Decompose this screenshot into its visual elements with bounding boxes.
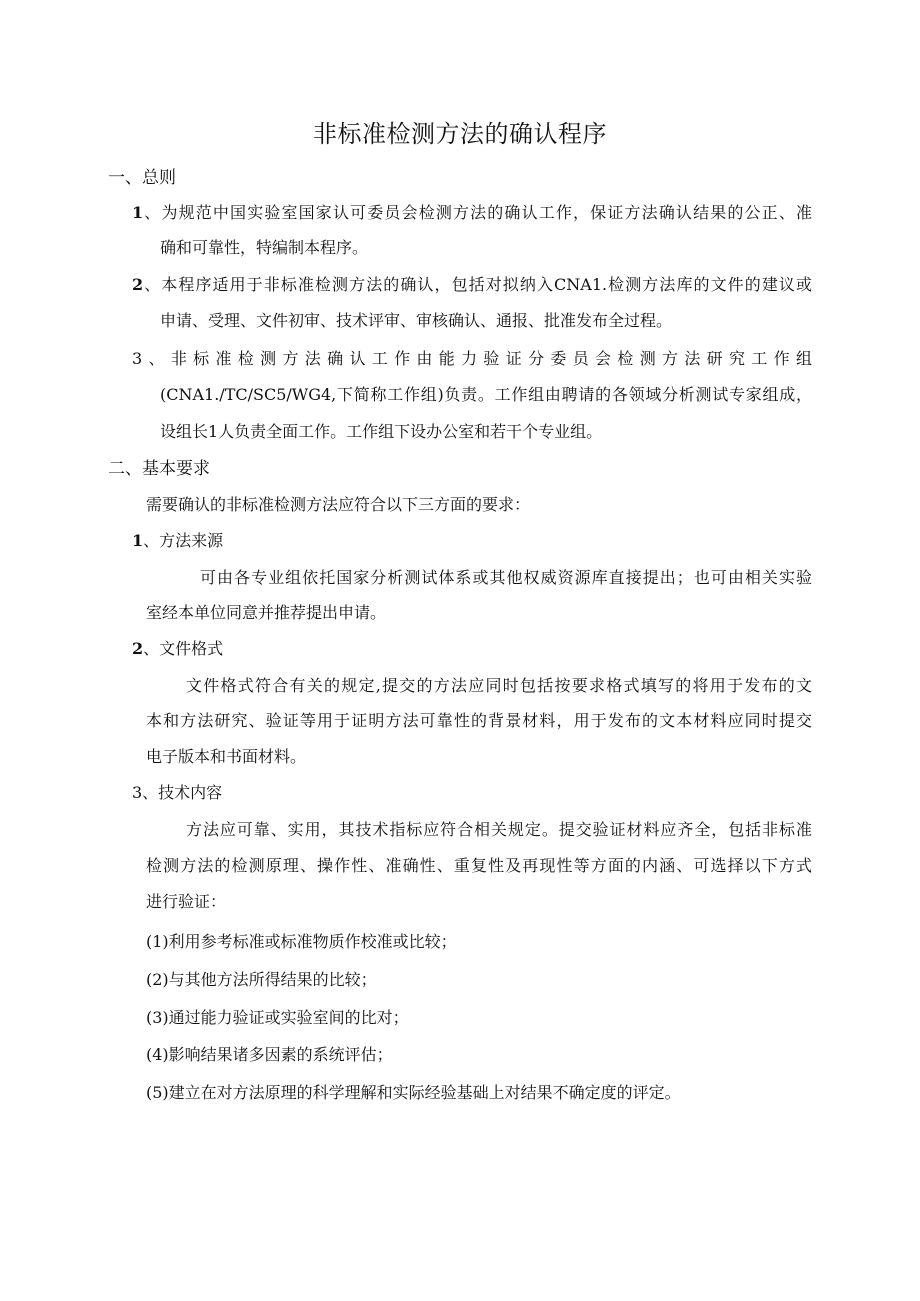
validation-method-3: (3)通过能力验证或实验室间的比对； (146, 1008, 409, 1027)
validation-method-4: (4)影响结果诸多因素的系统评估； (146, 1045, 393, 1064)
item-1-number: 1 (132, 203, 144, 222)
item-2-number: 2 (132, 275, 144, 294)
item-1-text: 、为规范中国实验室国家认可委员会检测方法的确认工作，保证方法确认结果的公正、准 (143, 203, 812, 222)
item-2-line-2: 申请、受理、文件初审、技术评审、审核确认、通报、批准发布全过程。 (160, 311, 673, 330)
requirements-intro: 需要确认的非标准检测方法应符合以下三方面的要求： (146, 495, 531, 514)
section-heading-general: 一、总则 (108, 168, 176, 188)
subsection-1-label (132, 529, 223, 553)
item-3-line-1: 3、非标准检测方法确认工作由能力验证分委员会检测方法研究工作组 (132, 349, 812, 368)
subsection-2-line-1: 文件格式符合有关的规定,提交的方法应同时包括按要求格式填写的将用于发布的文 (186, 676, 812, 695)
subsection-2-title: 、文件格式 (143, 639, 224, 658)
subsection-2-line-2: 本和方法研究、验证等用于证明方法可靠性的背景材料，用于发布的文本材料应同时提交 (146, 711, 812, 730)
item-1-line-2: 确和可靠性，特编制本程序。 (160, 238, 369, 257)
subsection-1-line-2: 室经本单位同意并推荐提出申请。 (146, 603, 387, 622)
validation-method-1: (1)利用参考标准或标准物质作校准或比较； (146, 932, 457, 951)
subsection-1-title: 、方法来源 (143, 531, 224, 550)
subsection-3-line-3: 进行验证： (146, 892, 227, 911)
item-3-line-2: (CNA1./TC/SC5/WG4,下简称工作组)负责。工作组由聘请的各领域分析测试专家组成， (160, 385, 812, 404)
section-heading-requirements: 二、基本要求 (108, 459, 210, 479)
document-title: 非标准检测方法的确认程序 (313, 120, 607, 148)
subsection-2-line-3: 电子版本和书面材料。 (146, 747, 307, 766)
item-1-line-1 (132, 201, 812, 225)
subsection-1-line-1: 可由各专业组依托国家分析测试体系或其他权威资源库直接提出；也可由相关实验 (200, 568, 812, 587)
validation-method-5: (5)建立在对方法原理的科学理解和实际经验基础上对结果不确定度的评定。 (146, 1083, 681, 1102)
subsection-3-line-1: 方法应可靠、实用，其技术指标应符合相关规定。提交验证材料应齐全，包括非标准 (186, 820, 812, 839)
item-2-text: 、本程序适用于非标准检测方法的确认，包括对拟纳入CNA1.检测方法库的文件的建议或 (143, 275, 812, 294)
item-2-line-1 (132, 273, 812, 297)
validation-method-2: (2)与其他方法所得结果的比较； (146, 970, 377, 989)
subsection-2-number: 2 (132, 639, 144, 658)
subsection-2-label (132, 637, 223, 661)
subsection-3-line-2: 检测方法的检测原理、操作性、准确性、重复性及再现性等方面的内涵、可选择以下方式 (146, 856, 812, 875)
subsection-1-number: 1 (132, 531, 144, 550)
subsection-3-label: 3、技术内容 (132, 783, 223, 802)
item-3-line-3: 设组长1人负责全面工作。工作组下设办公室和若干个专业组。 (160, 422, 603, 441)
